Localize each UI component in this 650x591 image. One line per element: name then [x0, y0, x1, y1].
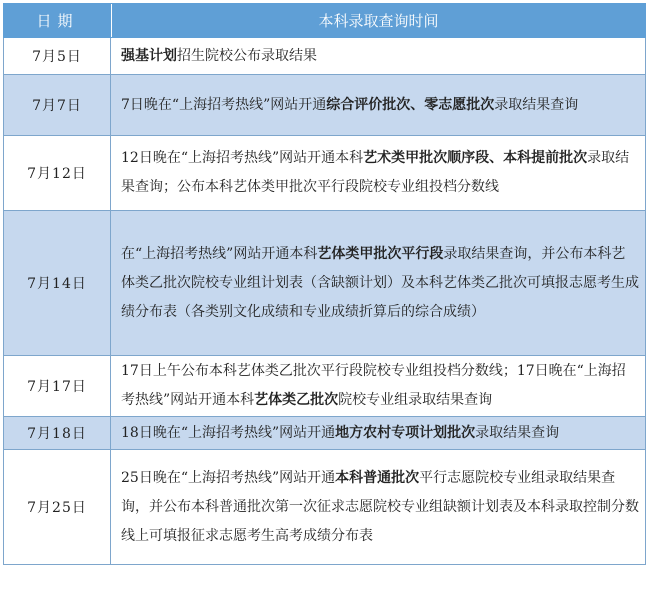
row-description — [111, 211, 645, 355]
table-row — [3, 211, 646, 356]
row-date: 7月5日 — [4, 38, 111, 74]
header-date: 日期 — [4, 4, 112, 37]
description-text: 17日上午公布本科艺体类乙批次平行段院校专业组投档分数线；17日晚在“上海招考热线”网站开通本科 — [121, 363, 626, 408]
description-text: 录取结果查询，并公布本科艺体类乙批次院校专业组计划表（含缺额计划）及本科艺体类乙批次可填报志愿考生成绩分布表（各类别文化成绩和专业成绩折算后的综合成绩） — [121, 245, 639, 320]
table-row — [3, 450, 646, 565]
table-body — [3, 38, 646, 565]
description-text: 录取结果查询；公布本科艺体类甲批次平行段院校专业组投档分数线 — [121, 150, 630, 195]
highlight-text: 强基计划 — [121, 47, 177, 64]
row-date: 7月7日 — [4, 75, 111, 135]
description-text: 12日晚在“上海招考热线”网站开通本科 — [121, 150, 364, 166]
row-date: 7月17日 — [4, 356, 111, 416]
table-row — [3, 417, 646, 450]
description-text: 7日晚在“上海招考热线”网站开通 — [121, 96, 327, 113]
row-description — [111, 38, 645, 74]
row-description — [111, 450, 645, 564]
description-text: 平行志愿院校专业组录取结果查询，并公布本科普通批次第一次征求志愿院校专业组缺额计划表及本科录取控制分数线上可填报征求志愿考生高考成绩分布表 — [121, 469, 639, 544]
description-text: 18日晚在“上海招考热线”网站开通 — [121, 424, 336, 441]
description-text: 录取结果查询 — [475, 424, 560, 441]
highlight-text: 地方农村专项计划批次 — [335, 424, 476, 441]
row-description — [111, 356, 645, 416]
description-text: 招生院校公布录取结果 — [177, 47, 317, 64]
row-date: 7月12日 — [4, 136, 111, 210]
highlight-text: 本科普通批次 — [335, 469, 420, 486]
row-date: 7月14日 — [4, 211, 111, 355]
description-text: 25日晚在“上海招考热线”网站开通 — [121, 469, 336, 486]
highlight-text: 艺术类甲批次顺序段、本科提前批次 — [363, 150, 588, 166]
table-row — [3, 75, 646, 136]
highlight-text: 综合评价批次、零志愿批次 — [326, 96, 495, 113]
description-text: 院校专业组录取结果查询 — [338, 392, 493, 408]
highlight-text: 艺体类甲批次平行段 — [317, 245, 444, 262]
table-row — [3, 38, 646, 75]
row-date: 7月18日 — [4, 417, 111, 449]
highlight-text: 艺体类乙批次 — [254, 392, 339, 408]
header-time: 本科录取查询时间 — [318, 12, 439, 30]
table-header — [3, 3, 646, 38]
admission-schedule-table — [3, 3, 646, 565]
row-description — [111, 417, 645, 449]
row-date: 7月25日 — [4, 450, 111, 564]
table-row — [3, 356, 646, 417]
table-row — [3, 136, 646, 211]
row-description — [111, 75, 645, 135]
row-description — [111, 136, 645, 210]
description-text: 在“上海招考热线”网站开通本科 — [121, 245, 318, 262]
description-text: 录取结果查询 — [494, 96, 579, 113]
